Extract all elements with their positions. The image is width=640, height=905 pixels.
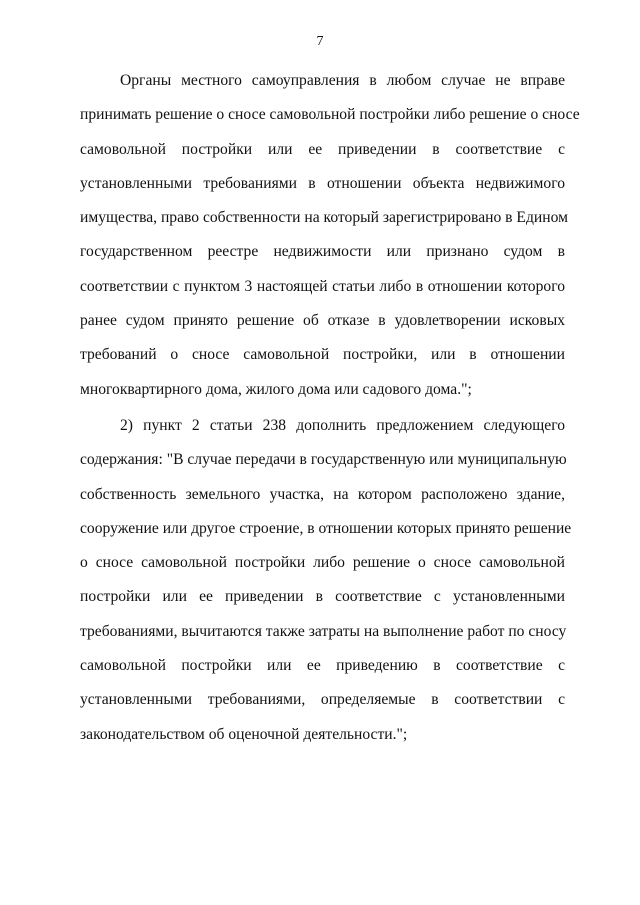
- text-line: самовольной постройки или ее приведении в соответствие с: [80, 140, 565, 158]
- paragraph-article-238-amendment: [80, 409, 572, 752]
- page-number: 7: [316, 34, 324, 49]
- text-line: установленными требованиями, определяемые в соответствии с: [80, 691, 565, 709]
- text-line: сооружение или другое строение, в отношении которых принято решение: [80, 519, 572, 537]
- text-line: самовольной постройки или ее приведению в соответствие с: [80, 657, 565, 675]
- text-line: Органы местного самоуправления в любом случае не вправе: [120, 72, 565, 89]
- paragraph-local-government-restriction: [80, 64, 580, 407]
- text-line: постройки или ее приведении в соответствие с установленными: [80, 588, 565, 606]
- text-line: многоквартирного дома, жилого дома или садового дома.";: [80, 380, 472, 398]
- text-line: государственном реестре недвижимости или признано судом в: [80, 243, 565, 261]
- text-line: законодательством об оценочной деятельности.";: [80, 725, 408, 743]
- text-line: установленными требованиями в отношении объекта недвижимого: [80, 174, 565, 192]
- text-line: о сносе самовольной постройки либо решение о сносе самовольной: [80, 554, 565, 572]
- text-line: ранее судом принято решение об отказе в удовлетворении исковых: [80, 312, 565, 330]
- text-line: содержания: "В случае передачи в государственную или муниципальную: [80, 451, 567, 469]
- text-line: требований о сносе самовольной постройки, или в отношении: [80, 346, 565, 364]
- text-line: соответствии с пунктом 3 настоящей статьи либо в отношении которого: [80, 277, 565, 295]
- text-line: требованиями, вычитаются также затраты на выполнение работ по сносу: [80, 622, 567, 640]
- text-line: принимать решение о сносе самовольной постройки либо решение о сносе: [80, 106, 580, 124]
- text-line: собственность земельного участка, на котором расположено здание,: [80, 485, 565, 503]
- text-line: имущества, право собственности на который зарегистрировано в Едином: [80, 209, 568, 227]
- text-line: 2) пункт 2 статьи 238 дополнить предложением следующего: [120, 417, 565, 434]
